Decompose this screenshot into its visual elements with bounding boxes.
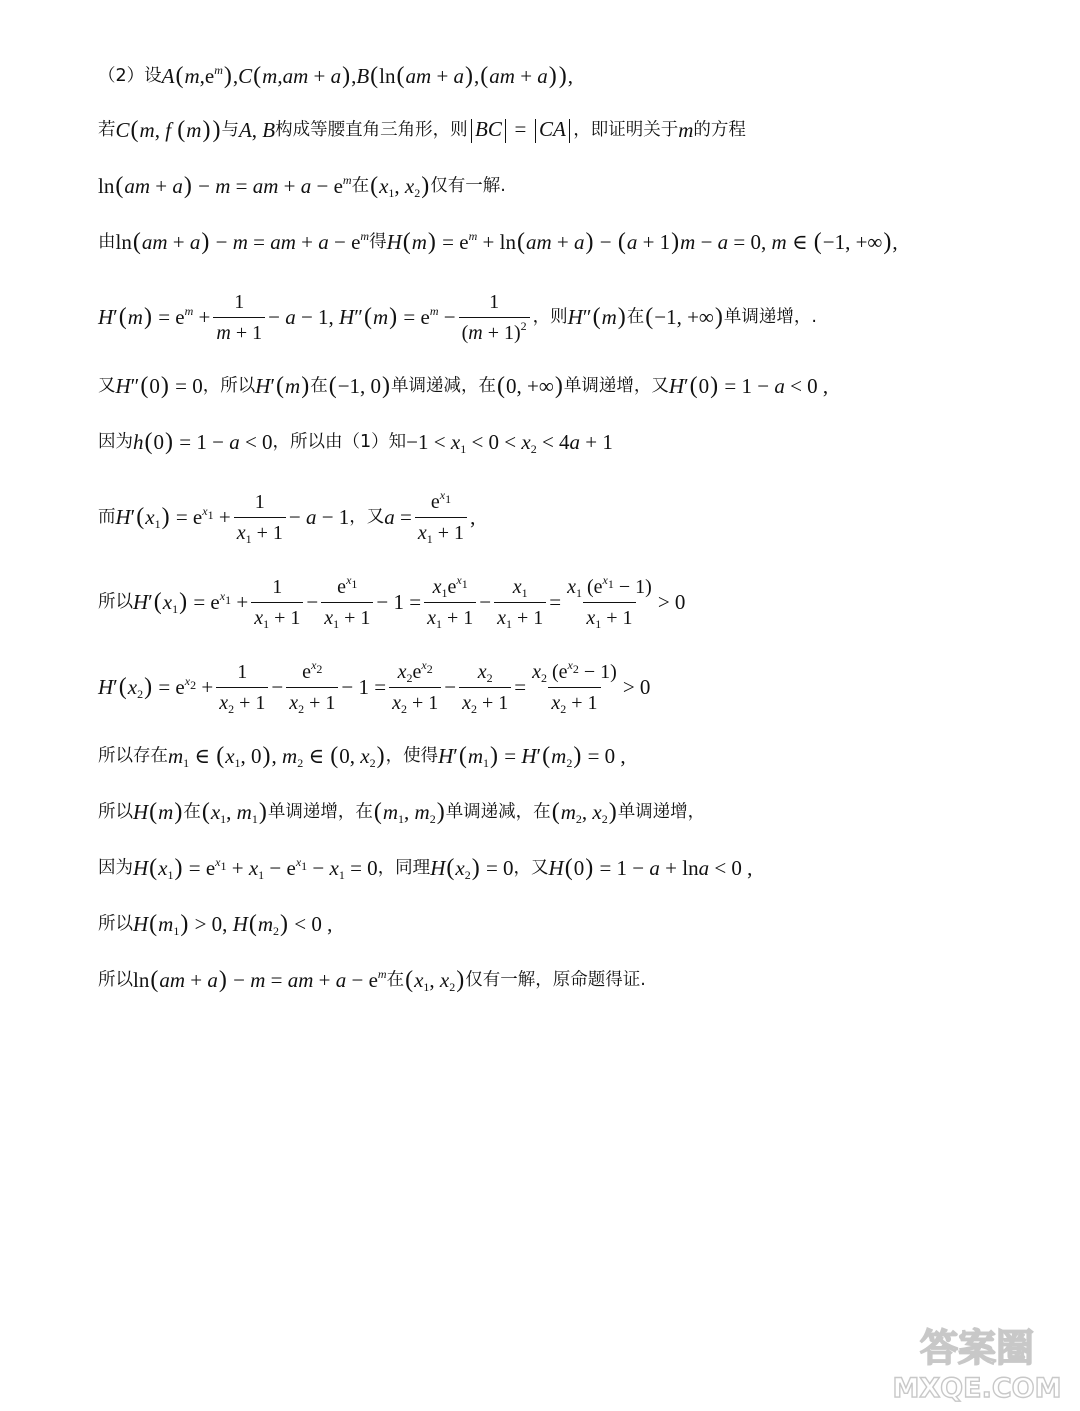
- line-11: 所以存在 $m_1$ ∈ ($x_1$, 0), $m_2$ ∈ (0, $x_2$) ，使得 $H'(m_1) = H'(m_2) = 0$ ,: [98, 743, 626, 770]
- watermark-line2: MXQE.COM: [892, 1373, 1062, 1403]
- line-7: 因为 h(0) = 1 − a < 0 ，所以由（1）知 $-1 < x_1 < 0 < x_2 < 4a + 1$: [98, 429, 613, 456]
- line-14: 所以 $H(m_1) > 0$, $H(m_2) < 0$ ,: [98, 911, 333, 938]
- line-12: 所以 H(m) 在 ($x_1$, $m_1$) 单调递增，在 ($m_1$, $m_2$) 单调递减，在 ($m_2$, $x_2$) 单调递增，: [98, 799, 706, 826]
- line-9: 所以 $H'(x_1) = e^{x_1}$ + $\frac{1}{x_1 + 1}$ − $\frac{e^{x_1}}{x_1 + 1}$ − 1 = $\frac{x_1e^{x_1}}{x_1 + 1}$ − $\frac{x_1}{x_1 + 1}$ = $\frac{x_1 (e^{x_1} - 1)}{x_1 + 1}$ > 0: [98, 573, 686, 631]
- line-1: （2）设 $A(m,e^m),C(m,am + a),B(\ln(am + a),(am + a))$,: [98, 63, 574, 89]
- line-6: 又 H″(0) = 0 ，所以 H′(m) 在 (−1, 0) 单调递减，在 (0, +∞) 单调递增，又 H′(0) = 1 − a < 0 ,: [98, 373, 829, 399]
- line-5: $H'(m) = e^m$ + $\frac{1}{m + 1}$ − a − 1, $H''(m) = e^m$ − $\frac{1}{(m + 1)^2}$ ，则 H″(m) 在 (−1, +∞) 单调递增，.: [98, 291, 817, 344]
- line-13: 因为 $H(x_1) = e^{x_1} + x_1 - e^{x_1} - x_1 = 0$ ，同理 $H(x_2) = 0$ ，又 H(0) = 1 − a + lna < 0 ,: [98, 855, 753, 882]
- line-8: 而 $H'(x_1) = e^{x_1}$ + $\frac{1}{x_1 + 1}$ − a − 1 ，又 a = $\frac{e^{x_1}}{x_1 + 1}$ ,: [98, 488, 476, 546]
- line-10: $H'(x_2) = e^{x_2}$ + $\frac{1}{x_2 + 1}$ − $\frac{e^{x_2}}{x_2 + 1}$ − 1 = $\frac{x_2e^{x_2}}{x_2 + 1}$ − $\frac{x_2}{x_2 + 1}$ = $\frac{x_2 (e^{x_2} - 1)}{x_2 + 1}$ > 0: [98, 658, 651, 716]
- watermark-line1: 答案圈: [919, 1326, 1035, 1370]
- line-2: 若 C(m, f (m)) 与 A, B 构成等腰直角三角形，则 BC = CA ，即证明关于 m 的方程: [98, 117, 746, 143]
- watermark-logo: [888, 1319, 1066, 1403]
- line-4: 由 ln(am + a) − m = am + $a - e^m$ 得 $H(m) = e^m + \ln(am + a) - (a + 1)m - a = 0$, m ∈ (−1, +∞),: [98, 229, 898, 255]
- line-3: ln(am + a) − m = am + $a - e^m$ 在 ($x_1$, $x_2$) 仅有一解.: [98, 173, 506, 200]
- line-15: 所以 ln(am + a) − m = am + $a - e^m$ 在 ($x_1$, $x_2$) 仅有一解，原命题得证.: [98, 967, 646, 994]
